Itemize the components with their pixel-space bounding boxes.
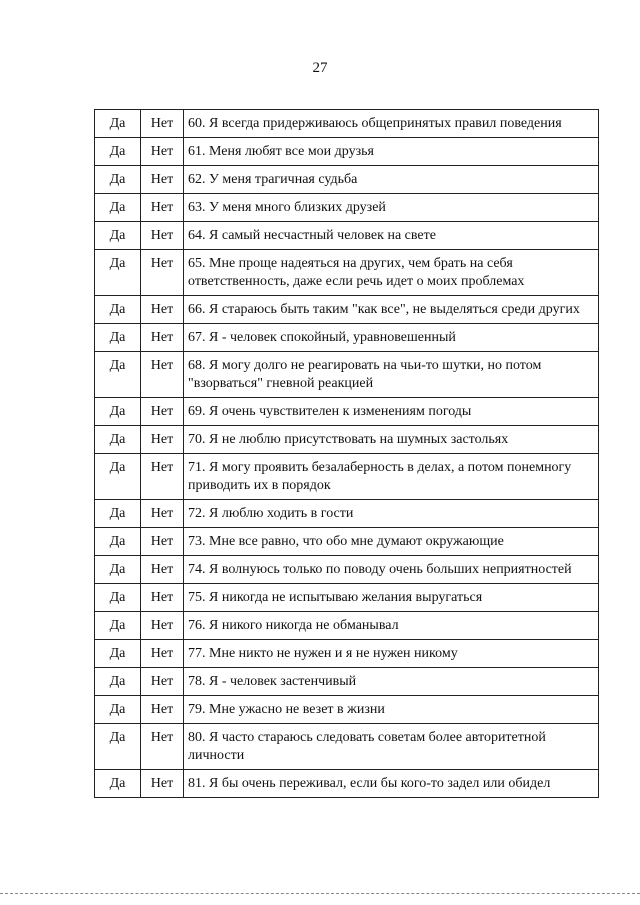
table-row bbox=[95, 166, 599, 194]
answer-no[interactable]: Нет bbox=[141, 250, 184, 296]
table-row bbox=[95, 138, 599, 166]
statement-text: 73. Мне все равно, что обо мне думают окружающие bbox=[184, 528, 599, 556]
statement-text: 74. Я волнуюсь только по поводу очень больших неприятностей bbox=[184, 556, 599, 584]
table-row bbox=[95, 110, 599, 138]
answer-yes[interactable]: Да bbox=[95, 454, 141, 500]
table-row bbox=[95, 724, 599, 770]
table-row bbox=[95, 296, 599, 324]
statement-text: 67. Я - человек спокойный, уравновешенный bbox=[184, 324, 599, 352]
answer-no[interactable]: Нет bbox=[141, 454, 184, 500]
answer-yes[interactable]: Да bbox=[95, 166, 141, 194]
answer-no[interactable]: Нет bbox=[141, 352, 184, 398]
table-row bbox=[95, 500, 599, 528]
statement-text: 60. Я всегда придерживаюсь общепринятых правил поведения bbox=[184, 110, 599, 138]
statement-text: 75. Я никогда не испытываю желания выругаться bbox=[184, 584, 599, 612]
page-bottom-divider bbox=[0, 893, 640, 894]
answer-no[interactable]: Нет bbox=[141, 138, 184, 166]
answer-yes[interactable]: Да bbox=[95, 222, 141, 250]
answer-no[interactable]: Нет bbox=[141, 770, 184, 798]
answer-yes[interactable]: Да bbox=[95, 138, 141, 166]
answer-yes[interactable]: Да bbox=[95, 352, 141, 398]
table-row bbox=[95, 556, 599, 584]
answer-no[interactable]: Нет bbox=[141, 398, 184, 426]
table-row bbox=[95, 640, 599, 668]
answer-no[interactable]: Нет bbox=[141, 612, 184, 640]
answer-no[interactable]: Нет bbox=[141, 696, 184, 724]
table-row bbox=[95, 426, 599, 454]
statement-text: 70. Я не люблю присутствовать на шумных застольях bbox=[184, 426, 599, 454]
answer-no[interactable]: Нет bbox=[141, 166, 184, 194]
statement-text: 63. У меня много близких друзей bbox=[184, 194, 599, 222]
answer-no[interactable]: Нет bbox=[141, 324, 184, 352]
statement-text: 64. Я самый несчастный человек на свете bbox=[184, 222, 599, 250]
statement-text: 66. Я стараюсь быть таким "как все", не выделяться среди других bbox=[184, 296, 599, 324]
table-row bbox=[95, 194, 599, 222]
answer-no[interactable]: Нет bbox=[141, 194, 184, 222]
answer-no[interactable]: Нет bbox=[141, 296, 184, 324]
answer-yes[interactable]: Да bbox=[95, 724, 141, 770]
answer-no[interactable]: Нет bbox=[141, 500, 184, 528]
answer-no[interactable]: Нет bbox=[141, 110, 184, 138]
statement-text: 79. Мне ужасно не везет в жизни bbox=[184, 696, 599, 724]
answer-yes[interactable]: Да bbox=[95, 612, 141, 640]
table-row bbox=[95, 250, 599, 296]
statement-text: 68. Я могу долго не реагировать на чьи-то шутки, но потом "взорваться" гневной реакцией bbox=[184, 352, 599, 398]
questionnaire-body bbox=[95, 110, 599, 798]
table-row bbox=[95, 584, 599, 612]
answer-no[interactable]: Нет bbox=[141, 668, 184, 696]
table-row bbox=[95, 770, 599, 798]
statement-text: 61. Меня любят все мои друзья bbox=[184, 138, 599, 166]
answer-yes[interactable]: Да bbox=[95, 640, 141, 668]
table-row bbox=[95, 612, 599, 640]
answer-no[interactable]: Нет bbox=[141, 556, 184, 584]
answer-yes[interactable]: Да bbox=[95, 324, 141, 352]
answer-yes[interactable]: Да bbox=[95, 194, 141, 222]
questionnaire-table bbox=[94, 109, 599, 798]
table-row bbox=[95, 454, 599, 500]
table-row bbox=[95, 528, 599, 556]
answer-no[interactable]: Нет bbox=[141, 222, 184, 250]
statement-text: 80. Я часто стараюсь следовать советам более авторитетной личности bbox=[184, 724, 599, 770]
statement-text: 81. Я бы очень переживал, если бы кого-то задел или обидел bbox=[184, 770, 599, 798]
answer-yes[interactable]: Да bbox=[95, 556, 141, 584]
table-row bbox=[95, 324, 599, 352]
table-row bbox=[95, 668, 599, 696]
answer-yes[interactable]: Да bbox=[95, 110, 141, 138]
answer-yes[interactable]: Да bbox=[95, 426, 141, 454]
answer-yes[interactable]: Да bbox=[95, 250, 141, 296]
answer-yes[interactable]: Да bbox=[95, 500, 141, 528]
statement-text: 62. У меня трагичная судьба bbox=[184, 166, 599, 194]
page-number: 27 bbox=[312, 60, 328, 76]
statement-text: 72. Я люблю ходить в гости bbox=[184, 500, 599, 528]
statement-text: 78. Я - человек застенчивый bbox=[184, 668, 599, 696]
answer-yes[interactable]: Да bbox=[95, 528, 141, 556]
table-row bbox=[95, 222, 599, 250]
statement-text: 77. Мне никто не нужен и я не нужен никому bbox=[184, 640, 599, 668]
answer-yes[interactable]: Да bbox=[95, 696, 141, 724]
statement-text: 65. Мне проще надеяться на других, чем брать на себя ответственность, даже если речь идет о моих проблемах bbox=[184, 250, 599, 296]
answer-yes[interactable]: Да bbox=[95, 398, 141, 426]
answer-yes[interactable]: Да bbox=[95, 584, 141, 612]
table-row bbox=[95, 398, 599, 426]
answer-no[interactable]: Нет bbox=[141, 528, 184, 556]
table-row bbox=[95, 352, 599, 398]
answer-no[interactable]: Нет bbox=[141, 640, 184, 668]
answer-yes[interactable]: Да bbox=[95, 770, 141, 798]
statement-text: 69. Я очень чувствителен к изменениям погоды bbox=[184, 398, 599, 426]
answer-yes[interactable]: Да bbox=[95, 296, 141, 324]
answer-yes[interactable]: Да bbox=[95, 668, 141, 696]
answer-no[interactable]: Нет bbox=[141, 584, 184, 612]
statement-text: 71. Я могу проявить безалаберность в делах, а потом понемногу приводить их в порядок bbox=[184, 454, 599, 500]
statement-text: 76. Я никого никогда не обманывал bbox=[184, 612, 599, 640]
answer-no[interactable]: Нет bbox=[141, 724, 184, 770]
answer-no[interactable]: Нет bbox=[141, 426, 184, 454]
table-row bbox=[95, 696, 599, 724]
